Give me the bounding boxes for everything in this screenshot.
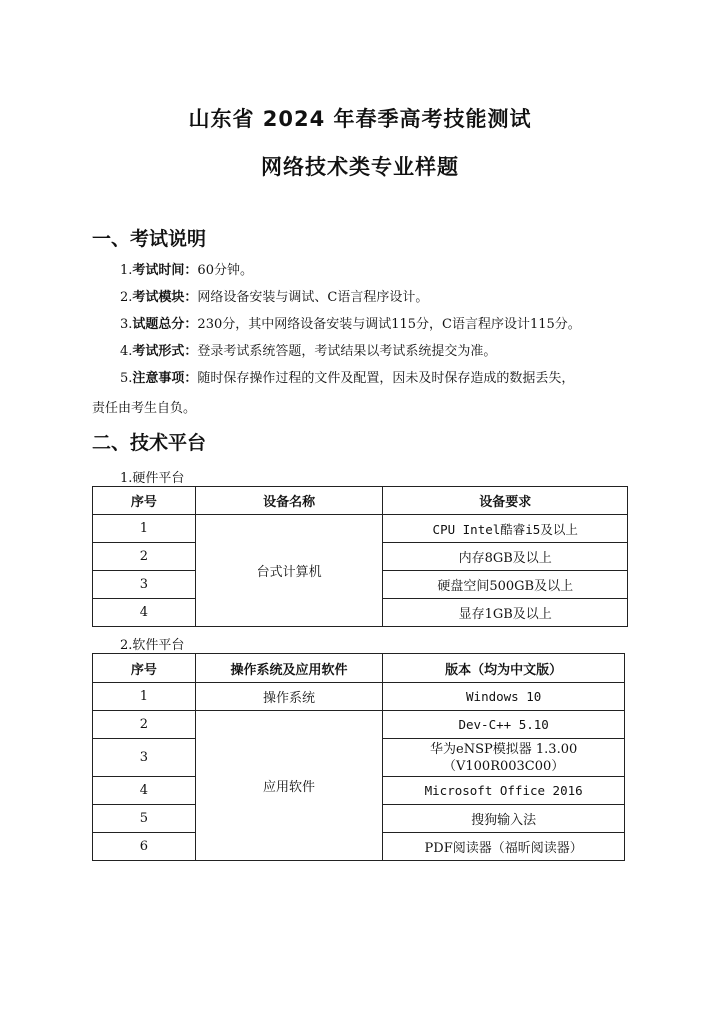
version-cell: 搜狗输入法 [383,805,625,833]
requirement-cell: 硬盘空间500GB及以上 [383,571,628,599]
version-line: 华为eNSP模拟器 1.3.00 [430,741,578,757]
software-table [92,653,625,861]
table-row [93,683,625,711]
version-cell: Windows 10 [383,683,625,711]
hardware-caption: 1.硬件平台 [120,471,185,486]
exam-item-score: 3.试题总分：230分，其中网络设备安装与调试115分，C语言程序设计115分。 [120,317,581,332]
row-number: 2 [93,543,196,571]
row-number: 2 [93,711,196,739]
header-cell: 设备要求 [383,487,628,515]
software-category-cell: 操作系统 [195,683,383,711]
row-number: 6 [93,833,196,861]
row-number: 4 [93,777,196,805]
requirement-cell: 内存8GB及以上 [383,543,628,571]
row-number: 1 [93,683,196,711]
hardware-table [92,486,628,627]
requirement-cell: 显存1GB及以上 [383,599,628,627]
version-line: （V100R003C00） [443,758,565,774]
version-cell: Dev-C++ 5.10 [383,711,625,739]
software-category-cell: 应用软件 [195,711,383,861]
exam-item-time: 1.考试时间：60分钟。 [120,263,253,278]
section-heading-platform: 二、技术平台 [92,432,207,454]
version-cell: Microsoft Office 2016 [383,777,625,805]
table-row [93,515,628,543]
row-number: 3 [93,739,196,777]
software-caption: 2.软件平台 [120,638,185,653]
table-row [93,711,625,739]
header-cell: 版本（均为中文版） [383,654,625,683]
table-header-row [93,487,628,515]
document-subtitle: 网络技术类专业样题 [261,155,459,179]
exam-item-notes: 5.注意事项：随时保存操作过程的文件及配置，因未及时保存造成的数据丢失， [120,371,575,386]
requirement-cell: CPU Intel酷睿i5及以上 [383,515,628,543]
row-number: 3 [93,571,196,599]
header-cell: 序号 [93,487,196,515]
exam-item-format: 4.考试形式：登录考试系统答题，考试结果以考试系统提交为准。 [120,344,497,359]
row-number: 1 [93,515,196,543]
exam-item-module: 2.考试模块：网络设备安装与调试、C语言程序设计。 [120,290,429,305]
header-cell: 序号 [93,654,196,683]
section-heading-exam-info: 一、考试说明 [92,228,207,250]
header-cell: 操作系统及应用软件 [195,654,383,683]
version-cell: PDF阅读器（福昕阅读器） [383,833,625,861]
table-header-row [93,654,625,683]
exam-item-notes-continuation: 责任由考生自负。 [92,401,197,416]
version-cell [383,739,625,777]
document-title: 山东省 2024 年春季高考技能测试 [188,107,532,131]
device-name-cell: 台式计算机 [195,515,383,627]
row-number: 5 [93,805,196,833]
header-cell: 设备名称 [195,487,383,515]
row-number: 4 [93,599,196,627]
